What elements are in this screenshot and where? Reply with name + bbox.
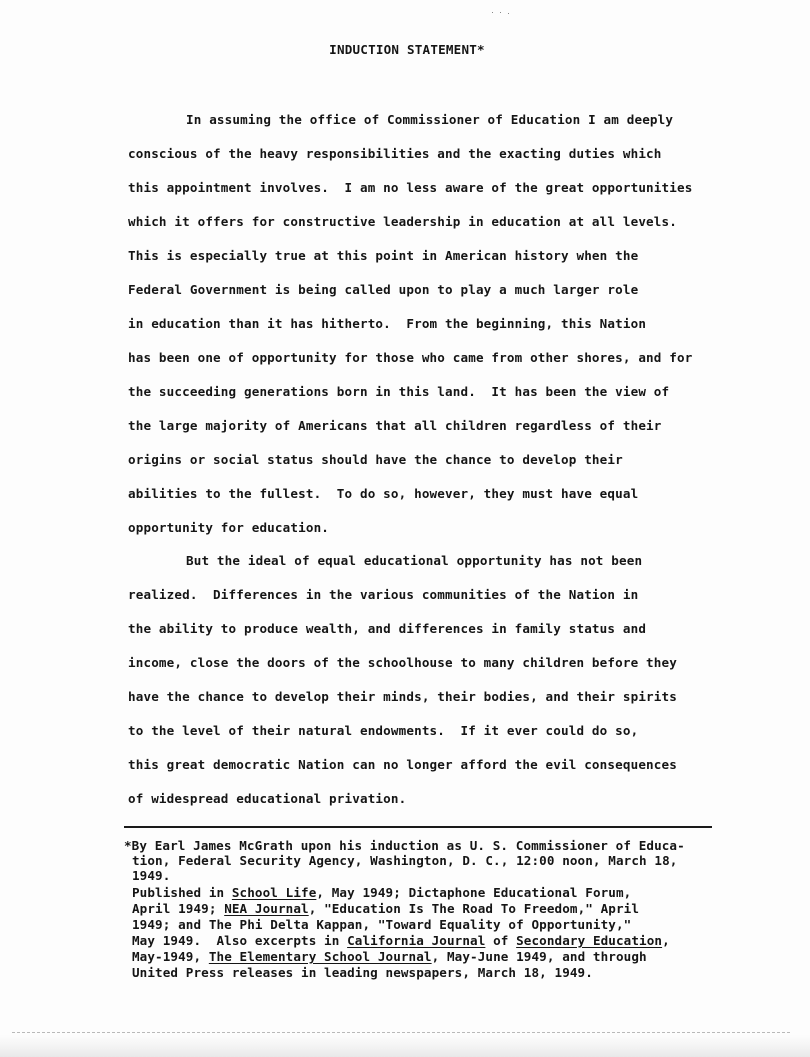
text-segment: , May 1949; Dictaphone Educational Forum, bbox=[316, 885, 632, 900]
footnote-publication-line: United Press releases in leading newspapers, March 18, 1949. bbox=[132, 965, 593, 980]
paragraph-2-line: realized. Differences in the various communities of the Nation in bbox=[128, 587, 639, 602]
scan-bottom-edge bbox=[0, 1035, 810, 1057]
footnote-publication-line bbox=[132, 949, 647, 964]
paragraph-1-line: Federal Government is being called upon to play a much larger role bbox=[128, 282, 639, 297]
footnote-line: tion, Federal Security Agency, Washington, D. C., 12:00 noon, March 18, bbox=[132, 853, 678, 868]
paragraph-1-line: In assuming the office of Commissioner of Education I am deeply bbox=[186, 112, 674, 127]
footnote-publication-line bbox=[132, 885, 631, 900]
footnote-separator bbox=[124, 826, 712, 828]
paragraph-1-line: in education than it has hitherto. From the beginning, this Nation bbox=[128, 316, 647, 331]
publication-title-nea-journal: NEA Journal bbox=[224, 901, 309, 916]
paragraph-1-line: origins or social status should have the chance to develop their bbox=[128, 452, 623, 467]
paragraph-1-line: the succeeding generations born in this land. It has been the view of bbox=[128, 384, 670, 399]
paragraph-2-line: But the ideal of equal educational opportunity has not been bbox=[186, 553, 643, 568]
publication-title-elementary-school-journal: The Elementary School Journal bbox=[208, 949, 432, 964]
paragraph-1-line: abilities to the fullest. To do so, however, they must have equal bbox=[128, 486, 639, 501]
paragraph-2-line: income, close the doors of the schoolhouse to many children before they bbox=[128, 655, 677, 670]
text-segment: May-1949, bbox=[132, 949, 209, 964]
footnote-publication-line bbox=[132, 901, 639, 916]
footnote-publication-line: 1949; and The Phi Delta Kappan, "Toward Equality of Opportunity," bbox=[132, 917, 632, 932]
paragraph-1-line: which it offers for constructive leadership in education at all levels. bbox=[128, 214, 677, 229]
paragraph-2-line: have the chance to develop their minds, their bodies, and their spirits bbox=[128, 689, 677, 704]
footnote-line: 1949. bbox=[132, 868, 171, 883]
text-segment: , "Education Is The Road To Freedom," April bbox=[308, 901, 640, 916]
paragraph-2-line: this great democratic Nation can no longer afford the evil consequences bbox=[128, 757, 677, 772]
paragraph-1-line: This is especially true at this point in American history when the bbox=[128, 248, 639, 263]
text-segment: April 1949; bbox=[132, 901, 225, 916]
paragraph-1-line: opportunity for education. bbox=[128, 520, 330, 535]
paragraph-1-line: the large majority of Americans that all children regardless of their bbox=[128, 418, 662, 433]
publication-title-california-journal: California Journal bbox=[347, 933, 486, 948]
scan-speck bbox=[508, 13, 509, 14]
paragraph-2-line: to the level of their natural endowments. If it ever could do so, bbox=[128, 723, 639, 738]
document-title: INDUCTION STATEMENT* bbox=[329, 42, 485, 57]
text-segment: of bbox=[485, 933, 517, 948]
publication-title-secondary-education: Secondary Education bbox=[516, 933, 663, 948]
text-segment: , May-June 1949, and through bbox=[431, 949, 647, 964]
paragraph-1-line: has been one of opportunity for those who came from other shores, and for bbox=[128, 350, 693, 365]
publication-title-school-life: School Life bbox=[231, 885, 317, 900]
text-segment: May 1949. Also excerpts in bbox=[132, 933, 348, 948]
paragraph-1-line: conscious of the heavy responsibilities and the exacting duties which bbox=[128, 146, 662, 161]
footnote-line: *By Earl James McGrath upon his induction as U. S. Commissioner of Educa- bbox=[124, 838, 685, 853]
scan-edge-line bbox=[12, 1032, 790, 1033]
text-segment: Published in bbox=[132, 885, 232, 900]
scan-speck bbox=[500, 12, 501, 13]
scan-speck bbox=[492, 12, 493, 13]
paragraph-2-line: the ability to produce wealth, and differences in family status and bbox=[128, 621, 647, 636]
footnote-publication-line bbox=[132, 933, 670, 948]
paragraph-1-line: this appointment involves. I am no less aware of the great opportunities bbox=[128, 180, 693, 195]
paragraph-2-line: of widespread educational privation. bbox=[128, 791, 407, 806]
text-segment: , bbox=[662, 933, 670, 948]
